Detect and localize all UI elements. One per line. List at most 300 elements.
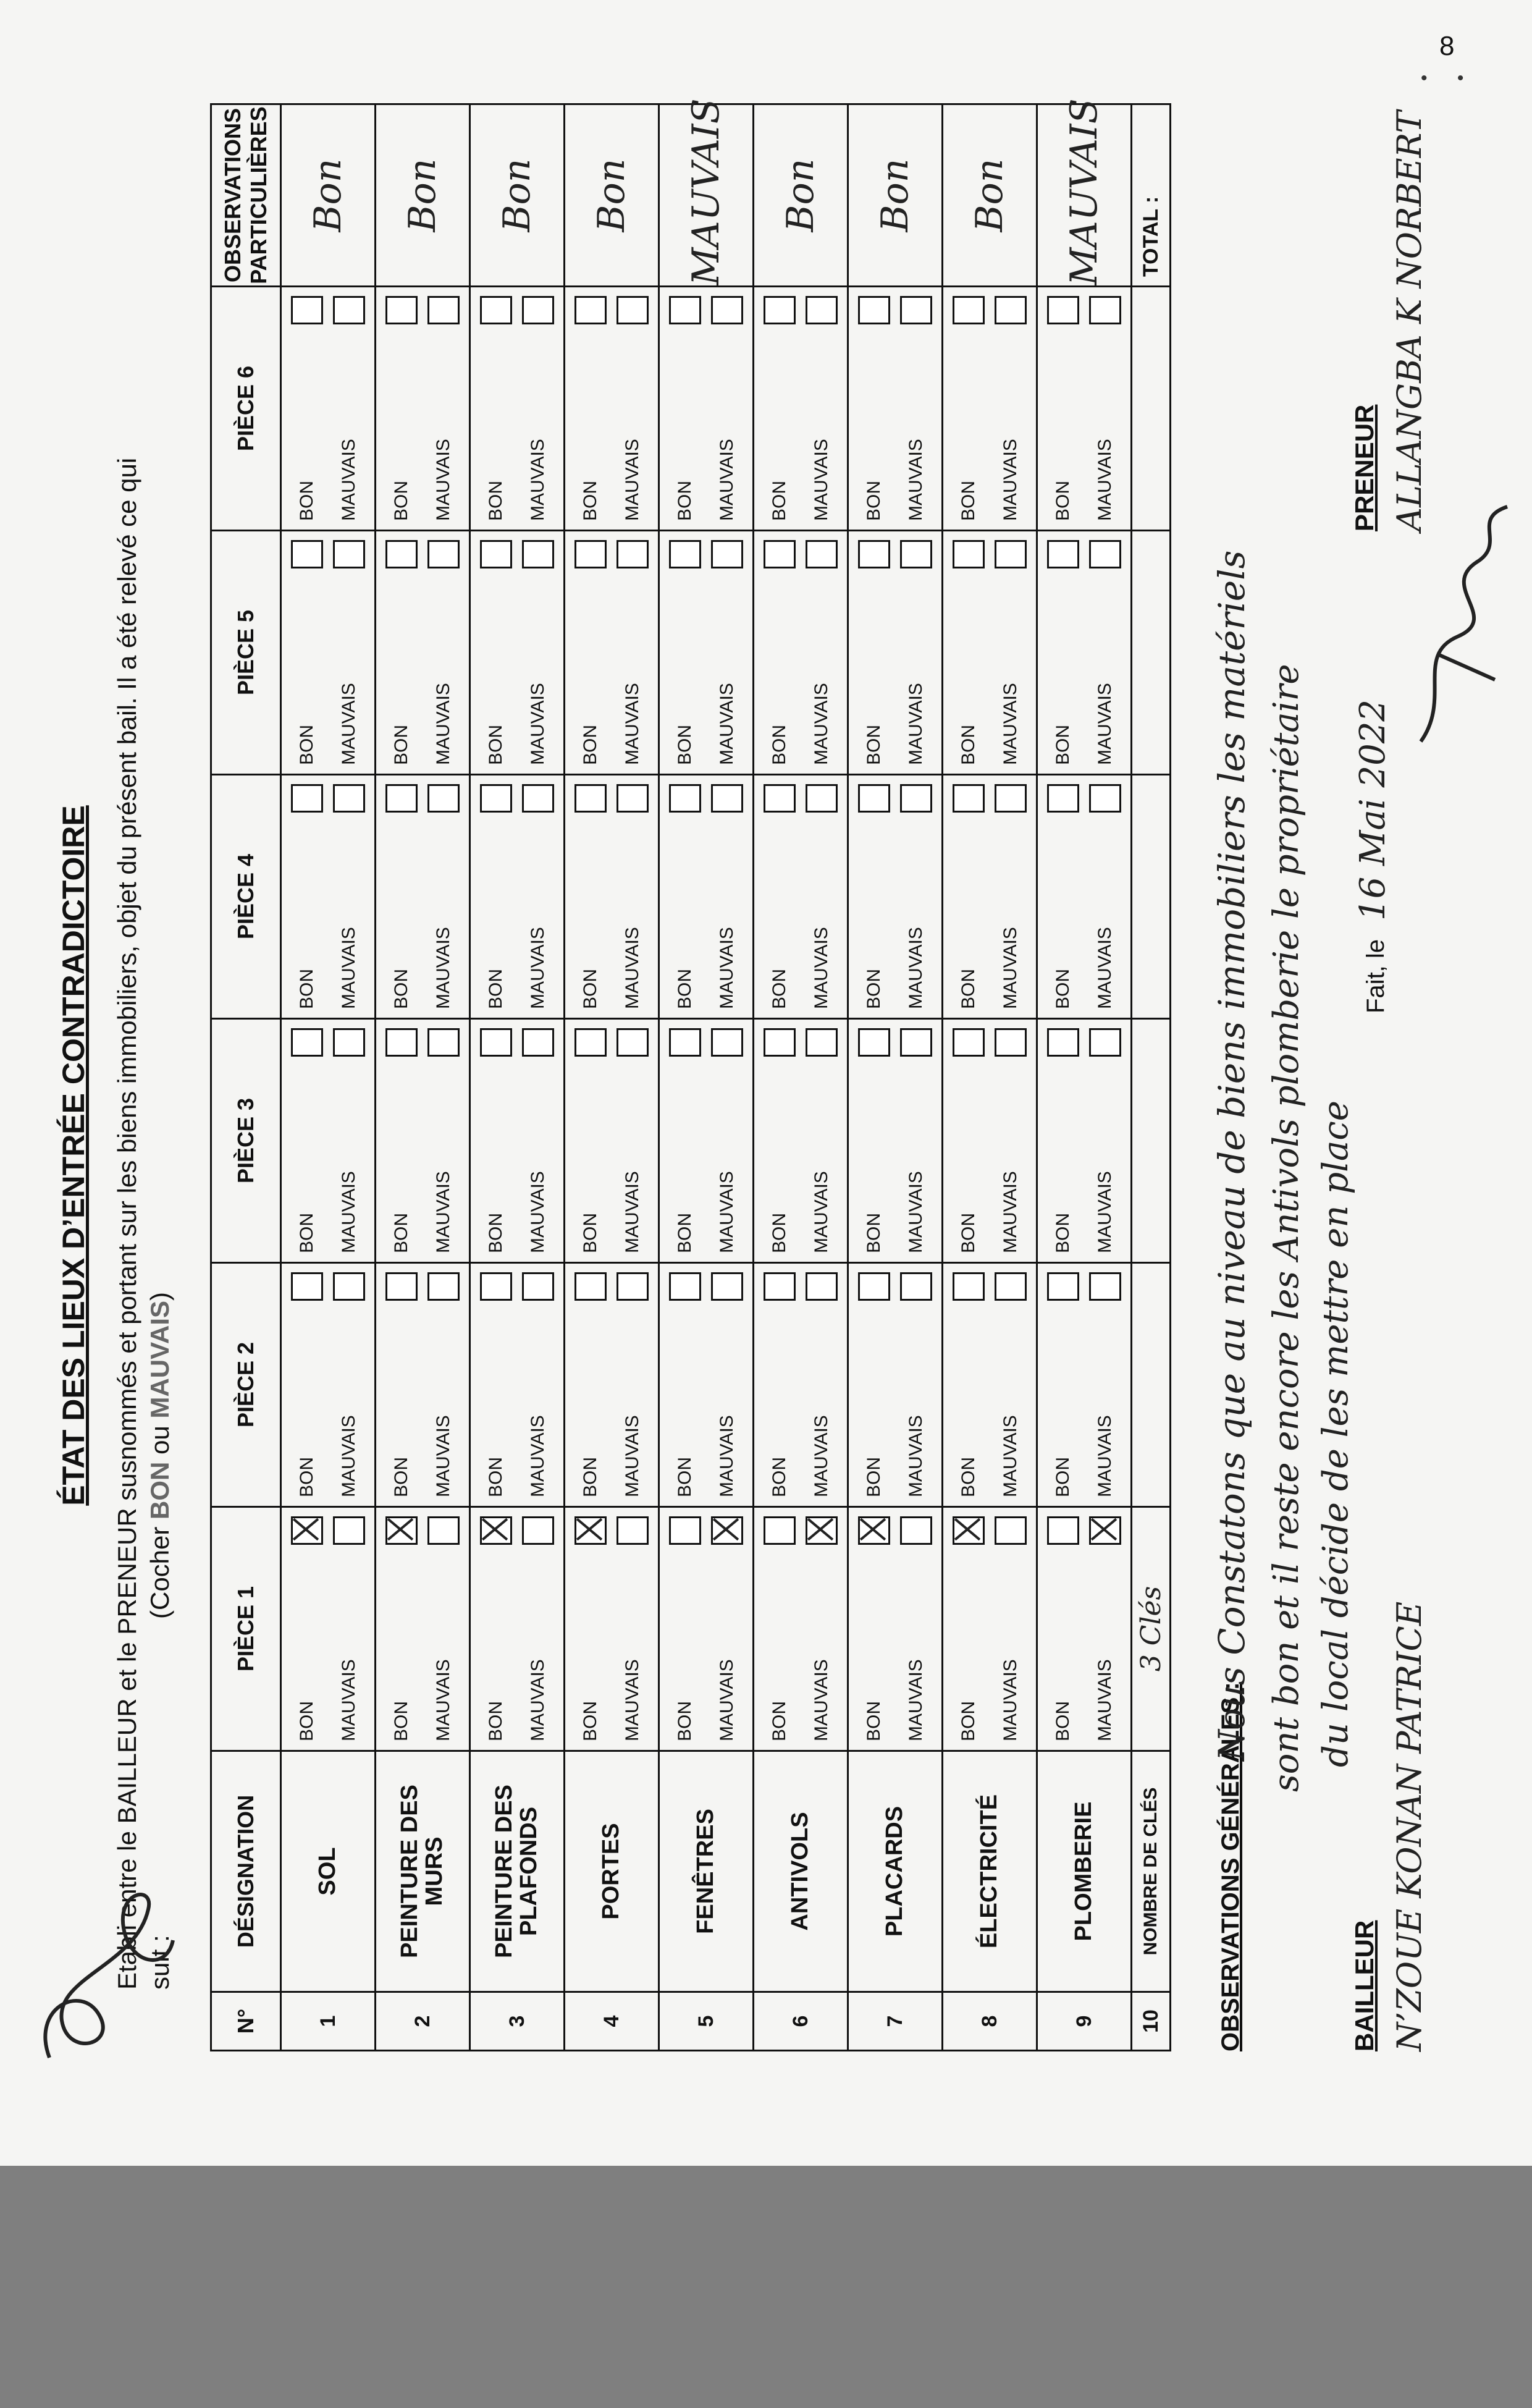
row-designation: SOL (281, 1751, 376, 1992)
option-mauvais-checkbox[interactable] (900, 296, 932, 324)
option-mauvais-label: MAUVAIS (433, 439, 453, 521)
option-mauvais (331, 1516, 367, 1741)
piece-3-cell (470, 1019, 565, 1263)
option-bon-checkbox[interactable] (1047, 1272, 1079, 1301)
option-mauvais-checkbox[interactable] (522, 1272, 554, 1301)
option-bon (289, 1516, 325, 1741)
option-mauvais (1087, 1272, 1123, 1497)
row-number: 6 (754, 1992, 848, 2051)
row-number: 8 (943, 1992, 1037, 2051)
option-bon-label: BON (675, 724, 695, 765)
piece-2-cell (943, 1263, 1037, 1507)
option-bon-checkbox[interactable] (764, 1028, 796, 1057)
option-mauvais-checkbox[interactable] (711, 296, 743, 324)
option-mauvais-checkbox[interactable] (995, 1516, 1027, 1545)
form-title: ÉTAT DES LIEUX D’ENTRÉE CONTRADICTOIRE (56, 805, 91, 1506)
option-mauvais-checkbox[interactable] (1089, 296, 1121, 324)
option-mauvais-checkbox[interactable] (333, 784, 365, 813)
option-bon (289, 1272, 325, 1497)
option-mauvais (520, 1028, 556, 1253)
option-mauvais-checkbox[interactable] (995, 1028, 1027, 1057)
piece-6-cell (470, 287, 565, 531)
option-bon-checkbox[interactable] (574, 784, 607, 813)
option-bon-checkbox[interactable] (858, 784, 890, 813)
row-designation: PEINTURE DES MURS (376, 1751, 470, 1992)
option-mauvais-checkbox[interactable] (900, 1028, 932, 1057)
option-mauvais-label: MAUVAIS (906, 1659, 926, 1741)
option-bon (856, 1516, 892, 1741)
option-mauvais-checkbox[interactable] (617, 1028, 649, 1057)
option-mauvais-checkbox[interactable] (522, 540, 554, 568)
piece-2-cell (376, 1263, 470, 1507)
option-bon-label: BON (391, 1456, 411, 1497)
option-bon-checkbox[interactable] (858, 1516, 890, 1545)
option-mauvais-label: MAUVAIS (811, 927, 831, 1009)
piece-2-cell (565, 1263, 659, 1507)
option-mauvais (426, 784, 461, 1009)
option-bon-label: BON (958, 1700, 979, 1741)
option-bon-checkbox[interactable] (953, 1028, 985, 1057)
option-mauvais-checkbox[interactable] (617, 296, 649, 324)
fait-date: 16 Mai 2022 (1353, 699, 1393, 921)
option-bon-label: BON (486, 480, 506, 521)
option-bon-checkbox[interactable] (953, 1272, 985, 1301)
piece-2-cell (848, 1263, 943, 1507)
row-observation: Bon (565, 104, 659, 287)
option-bon-checkbox[interactable] (953, 540, 985, 568)
option-bon (951, 1516, 987, 1741)
option-bon (762, 296, 798, 521)
option-mauvais-checkbox[interactable] (427, 1272, 460, 1301)
option-mauvais-checkbox[interactable] (1089, 1028, 1121, 1057)
row-observation: Bon (943, 104, 1037, 287)
row-designation: PORTES (565, 1751, 659, 1992)
option-mauvais-checkbox[interactable] (711, 1272, 743, 1301)
option-mauvais-label: MAUVAIS (717, 439, 737, 521)
option-mauvais (993, 296, 1029, 521)
option-bon (856, 296, 892, 521)
option-mauvais (1087, 296, 1123, 521)
option-bon-label: BON (580, 1212, 600, 1253)
table-row (659, 104, 754, 2051)
empty-cell (1132, 531, 1171, 775)
option-bon-checkbox[interactable] (291, 1028, 323, 1057)
piece-5-cell (943, 531, 1037, 775)
preneur-label: PRENEUR (1350, 404, 1379, 531)
option-bon-label: BON (580, 1456, 600, 1497)
option-bon-checkbox[interactable] (480, 540, 512, 568)
option-mauvais-label: MAUVAIS (1095, 439, 1115, 521)
header-piece-6: PIÈCE 6 (211, 287, 281, 531)
option-bon-checkbox[interactable] (385, 784, 418, 813)
option-bon-checkbox[interactable] (764, 1516, 796, 1545)
preneur-signature (1402, 494, 1526, 754)
option-bon-checkbox[interactable] (858, 1272, 890, 1301)
general-observations-line-3: du local décide de les mettre en place (1316, 1100, 1356, 1767)
option-mauvais-label: MAUVAIS (622, 927, 642, 1009)
option-mauvais-label: MAUVAIS (433, 1659, 453, 1741)
option-bon-checkbox[interactable] (574, 1028, 607, 1057)
option-mauvais-checkbox[interactable] (427, 784, 460, 813)
option-bon-label: BON (769, 968, 789, 1009)
option-bon-label: BON (769, 480, 789, 521)
option-bon-checkbox[interactable] (669, 1516, 701, 1545)
option-mauvais (520, 540, 556, 765)
row-observation: Bon (470, 104, 565, 287)
table-row (376, 104, 470, 2051)
piece-4-cell (565, 775, 659, 1019)
option-bon-checkbox[interactable] (1047, 296, 1079, 324)
header-piece-5: PIÈCE 5 (211, 531, 281, 775)
piece-1-cell (1037, 1507, 1132, 1751)
option-mauvais-checkbox[interactable] (995, 540, 1027, 568)
option-bon-checkbox[interactable] (669, 784, 701, 813)
option-bon-checkbox[interactable] (953, 296, 985, 324)
row-number: 4 (565, 1992, 659, 2051)
option-mauvais (331, 784, 367, 1009)
row-observation: Bon (848, 104, 943, 287)
row-observation: Bon (754, 104, 848, 287)
option-mauvais (804, 540, 840, 765)
option-mauvais-label: MAUVAIS (811, 683, 831, 765)
option-bon-checkbox[interactable] (480, 1272, 512, 1301)
option-bon-label: BON (864, 724, 884, 765)
option-bon-checkbox[interactable] (291, 1516, 323, 1545)
option-mauvais (615, 1272, 650, 1497)
option-bon-label: BON (864, 1456, 884, 1497)
option-bon (951, 784, 987, 1009)
row-observation: Bon (376, 104, 470, 287)
piece-6-cell (754, 287, 848, 531)
option-mauvais (426, 1028, 461, 1253)
option-mauvais-label: MAUVAIS (528, 439, 548, 521)
row-number: 10 (1132, 1992, 1171, 2051)
empty-cell (1132, 775, 1171, 1019)
option-bon-label: BON (769, 724, 789, 765)
option-bon (856, 1028, 892, 1253)
option-bon-checkbox[interactable] (669, 296, 701, 324)
option-bon-checkbox[interactable] (480, 784, 512, 813)
option-mauvais (1087, 540, 1123, 765)
option-bon-label: BON (297, 1456, 317, 1497)
general-observations-line-1: Nous Constatons que au niveau de biens immobiliers les matériels (1211, 550, 1253, 1761)
option-mauvais-label: MAUVAIS (1000, 1659, 1021, 1741)
piece-1-cell (943, 1507, 1037, 1751)
option-mauvais (615, 1028, 650, 1253)
option-mauvais (426, 1272, 461, 1497)
empty-cell (1132, 1263, 1171, 1507)
option-mauvais (426, 296, 461, 521)
empty-cell (1132, 1019, 1171, 1263)
option-mauvais-label: MAUVAIS (622, 1659, 642, 1741)
option-mauvais-checkbox[interactable] (427, 540, 460, 568)
option-bon-label: BON (958, 480, 979, 521)
option-bon-checkbox[interactable] (669, 1028, 701, 1057)
piece-5-cell (376, 531, 470, 775)
option-mauvais-label: MAUVAIS (433, 1415, 453, 1497)
option-bon-label: BON (1053, 724, 1073, 765)
option-bon-checkbox[interactable] (574, 296, 607, 324)
option-mauvais (331, 540, 367, 765)
option-bon-checkbox[interactable] (385, 540, 418, 568)
option-bon-checkbox[interactable] (385, 1028, 418, 1057)
option-bon-label: BON (864, 968, 884, 1009)
option-bon-label: BON (1053, 480, 1073, 521)
header-row (211, 104, 281, 2051)
piece-4-cell (470, 775, 565, 1019)
option-bon-label: BON (297, 1212, 317, 1253)
header-piece-3: PIÈCE 3 (211, 1019, 281, 1263)
option-bon-checkbox[interactable] (858, 1028, 890, 1057)
option-bon-checkbox[interactable] (574, 540, 607, 568)
option-mauvais-label: MAUVAIS (906, 683, 926, 765)
option-bon-checkbox[interactable] (291, 784, 323, 813)
row-number: 1 (281, 1992, 376, 2051)
piece-2-cell (281, 1263, 376, 1507)
option-mauvais-checkbox[interactable] (806, 1516, 838, 1545)
option-mauvais (615, 296, 650, 521)
option-bon-checkbox[interactable] (1047, 1516, 1079, 1545)
table-row (1037, 104, 1132, 2051)
option-mauvais-checkbox[interactable] (900, 784, 932, 813)
option-mauvais-label: MAUVAIS (811, 439, 831, 521)
option-bon-checkbox[interactable] (1047, 784, 1079, 813)
piece-2-cell (659, 1263, 754, 1507)
option-mauvais (615, 1516, 650, 1741)
option-bon (951, 1272, 987, 1497)
option-mauvais-checkbox[interactable] (1089, 1516, 1121, 1545)
option-mauvais-checkbox[interactable] (806, 540, 838, 568)
option-bon-checkbox[interactable] (385, 1516, 418, 1545)
option-mauvais-checkbox[interactable] (711, 1516, 743, 1545)
option-bon-label: BON (675, 1212, 695, 1253)
option-mauvais-checkbox[interactable] (900, 1272, 932, 1301)
option-bon (762, 1516, 798, 1741)
option-mauvais (1087, 784, 1123, 1009)
option-mauvais-checkbox[interactable] (995, 784, 1027, 813)
piece-5-cell (754, 531, 848, 775)
option-bon-label: BON (580, 1700, 600, 1741)
option-mauvais-checkbox[interactable] (900, 1516, 932, 1545)
option-bon-label: BON (580, 480, 600, 521)
header-num: N° (211, 1992, 281, 2051)
option-mauvais-checkbox[interactable] (1089, 784, 1121, 813)
option-mauvais-checkbox[interactable] (711, 1028, 743, 1057)
option-bon-checkbox[interactable] (669, 540, 701, 568)
option-bon-checkbox[interactable] (385, 296, 418, 324)
option-mauvais (993, 1516, 1029, 1741)
option-bon-label: BON (1053, 1456, 1073, 1497)
option-bon-checkbox[interactable] (574, 1272, 607, 1301)
option-mauvais-label: MAUVAIS (717, 1659, 737, 1741)
option-mauvais-checkbox[interactable] (995, 296, 1027, 324)
option-mauvais-checkbox[interactable] (711, 540, 743, 568)
piece-1-cell (659, 1507, 754, 1751)
option-bon-checkbox[interactable] (385, 1272, 418, 1301)
option-bon-checkbox[interactable] (858, 296, 890, 324)
row-designation: PEINTURE DES PLAFONDS (470, 1751, 565, 1992)
option-bon-checkbox[interactable] (480, 1516, 512, 1545)
option-bon-checkbox[interactable] (291, 540, 323, 568)
option-mauvais (709, 1028, 745, 1253)
piece-5-cell (848, 531, 943, 775)
piece-3-cell (565, 1019, 659, 1263)
option-bon-label: BON (1053, 968, 1073, 1009)
cocher-mauvais: MAUVAIS (145, 1300, 174, 1419)
bailleur-label: BAILLEUR (1350, 1920, 1379, 2051)
inventory-form (56, 98, 1429, 2051)
option-bon-label: BON (391, 968, 411, 1009)
option-bon (667, 784, 703, 1009)
option-bon-label: BON (486, 968, 506, 1009)
row-designation: ANTIVOLS (754, 1751, 848, 1992)
option-mauvais-checkbox[interactable] (995, 1272, 1027, 1301)
option-mauvais (615, 784, 650, 1009)
option-bon-checkbox[interactable] (953, 784, 985, 813)
option-bon-checkbox[interactable] (574, 1516, 607, 1545)
option-mauvais-label: MAUVAIS (622, 683, 642, 765)
option-bon (667, 1272, 703, 1497)
option-bon-checkbox[interactable] (764, 784, 796, 813)
piece-3-cell (376, 1019, 470, 1263)
option-mauvais-checkbox[interactable] (900, 540, 932, 568)
option-mauvais (520, 1516, 556, 1741)
option-bon-label: BON (958, 724, 979, 765)
option-bon-label: BON (675, 480, 695, 521)
piece-4-cell (754, 775, 848, 1019)
form-intro: Etabli entre le BAILLEUR et le PRENEUR susnommés et portant sur les biens immobiliers, objet du présent bail. Il a été relevé ce qui suit : (112, 457, 174, 1990)
option-mauvais-label: MAUVAIS (528, 683, 548, 765)
option-bon (762, 540, 798, 765)
option-bon-checkbox[interactable] (1047, 540, 1079, 568)
piece-1-cell (376, 1507, 470, 1751)
option-mauvais (804, 1516, 840, 1741)
option-bon-checkbox[interactable] (480, 1028, 512, 1057)
option-bon-label: BON (486, 1456, 506, 1497)
option-mauvais-checkbox[interactable] (522, 1516, 554, 1545)
option-mauvais (709, 296, 745, 521)
option-mauvais (331, 1028, 367, 1253)
option-bon (384, 296, 419, 521)
table-row (281, 104, 376, 2051)
option-bon-checkbox[interactable] (291, 296, 323, 324)
option-mauvais (520, 1272, 556, 1497)
piece-6-cell (848, 287, 943, 531)
option-bon-checkbox[interactable] (764, 296, 796, 324)
option-mauvais-checkbox[interactable] (1089, 1272, 1121, 1301)
option-mauvais-checkbox[interactable] (427, 296, 460, 324)
option-bon-label: BON (864, 1212, 884, 1253)
option-mauvais-checkbox[interactable] (333, 1028, 365, 1057)
general-observations-label: OBSERVATIONS GÉNÉRALES : (1217, 1682, 1244, 2051)
option-bon-checkbox[interactable] (480, 296, 512, 324)
option-bon-checkbox[interactable] (764, 540, 796, 568)
piece-6-cell (376, 287, 470, 531)
option-bon-label: BON (297, 480, 317, 521)
option-bon (289, 296, 325, 521)
option-mauvais-checkbox[interactable] (427, 1028, 460, 1057)
option-bon (1045, 784, 1081, 1009)
option-mauvais-checkbox[interactable] (617, 1272, 649, 1301)
piece-3-cell (1037, 1019, 1132, 1263)
option-mauvais (426, 540, 461, 765)
option-mauvais-checkbox[interactable] (333, 1272, 365, 1301)
option-bon-label: BON (486, 724, 506, 765)
piece-3-cell (848, 1019, 943, 1263)
option-mauvais-checkbox[interactable] (333, 540, 365, 568)
cocher-ou: ou (145, 1418, 174, 1462)
option-mauvais-checkbox[interactable] (1089, 540, 1121, 568)
option-mauvais-label: MAUVAIS (528, 927, 548, 1009)
option-mauvais-checkbox[interactable] (522, 1028, 554, 1057)
option-mauvais-label: MAUVAIS (906, 1415, 926, 1497)
option-mauvais (804, 296, 840, 521)
option-mauvais-checkbox[interactable] (427, 1516, 460, 1545)
option-mauvais-label: MAUVAIS (622, 1171, 642, 1253)
option-bon-checkbox[interactable] (669, 1272, 701, 1301)
table-row (848, 104, 943, 2051)
option-mauvais-label: MAUVAIS (1095, 927, 1115, 1009)
option-mauvais-checkbox[interactable] (522, 784, 554, 813)
option-bon (384, 1028, 419, 1253)
option-mauvais-checkbox[interactable] (806, 784, 838, 813)
option-mauvais-label: MAUVAIS (717, 683, 737, 765)
header-piece-4: PIÈCE 4 (211, 775, 281, 1019)
fait-label: Fait, le (1362, 939, 1389, 1013)
option-mauvais-label: MAUVAIS (339, 1415, 359, 1497)
piece-1-cell (754, 1507, 848, 1751)
option-mauvais-checkbox[interactable] (522, 296, 554, 324)
table-body (281, 98, 1171, 2051)
option-bon (856, 784, 892, 1009)
option-mauvais (993, 540, 1029, 765)
option-bon (1045, 1516, 1081, 1741)
option-mauvais-checkbox[interactable] (806, 1028, 838, 1057)
option-bon-checkbox[interactable] (953, 1516, 985, 1545)
option-bon-checkbox[interactable] (1047, 1028, 1079, 1057)
option-mauvais-checkbox[interactable] (617, 784, 649, 813)
piece-5-cell (1037, 531, 1132, 775)
option-mauvais-checkbox[interactable] (617, 540, 649, 568)
option-mauvais-label: MAUVAIS (811, 1171, 831, 1253)
header-observations: OBSERVATIONS PARTICULIÈRES (211, 104, 281, 287)
option-bon (573, 540, 608, 765)
piece-6-cell (281, 287, 376, 531)
piece-5-cell (470, 531, 565, 775)
option-bon-checkbox[interactable] (764, 1272, 796, 1301)
option-bon (856, 1272, 892, 1497)
row-observation: Bon (281, 104, 376, 287)
option-mauvais-checkbox[interactable] (617, 1516, 649, 1545)
option-mauvais (331, 1272, 367, 1497)
piece-3-cell (943, 1019, 1037, 1263)
option-mauvais-checkbox[interactable] (333, 296, 365, 324)
piece-2-cell (470, 1263, 565, 1507)
option-mauvais-checkbox[interactable] (806, 1272, 838, 1301)
row-number: 5 (659, 1992, 754, 2051)
option-bon-label: BON (486, 1700, 506, 1741)
option-mauvais-label: MAUVAIS (906, 439, 926, 521)
option-bon-label: BON (769, 1212, 789, 1253)
option-mauvais-label: MAUVAIS (1095, 683, 1115, 765)
option-mauvais (804, 1028, 840, 1253)
option-bon-checkbox[interactable] (291, 1272, 323, 1301)
option-mauvais-checkbox[interactable] (333, 1516, 365, 1545)
option-mauvais-checkbox[interactable] (711, 784, 743, 813)
option-bon-label: BON (297, 1700, 317, 1741)
option-bon-checkbox[interactable] (858, 540, 890, 568)
option-mauvais-checkbox[interactable] (806, 296, 838, 324)
